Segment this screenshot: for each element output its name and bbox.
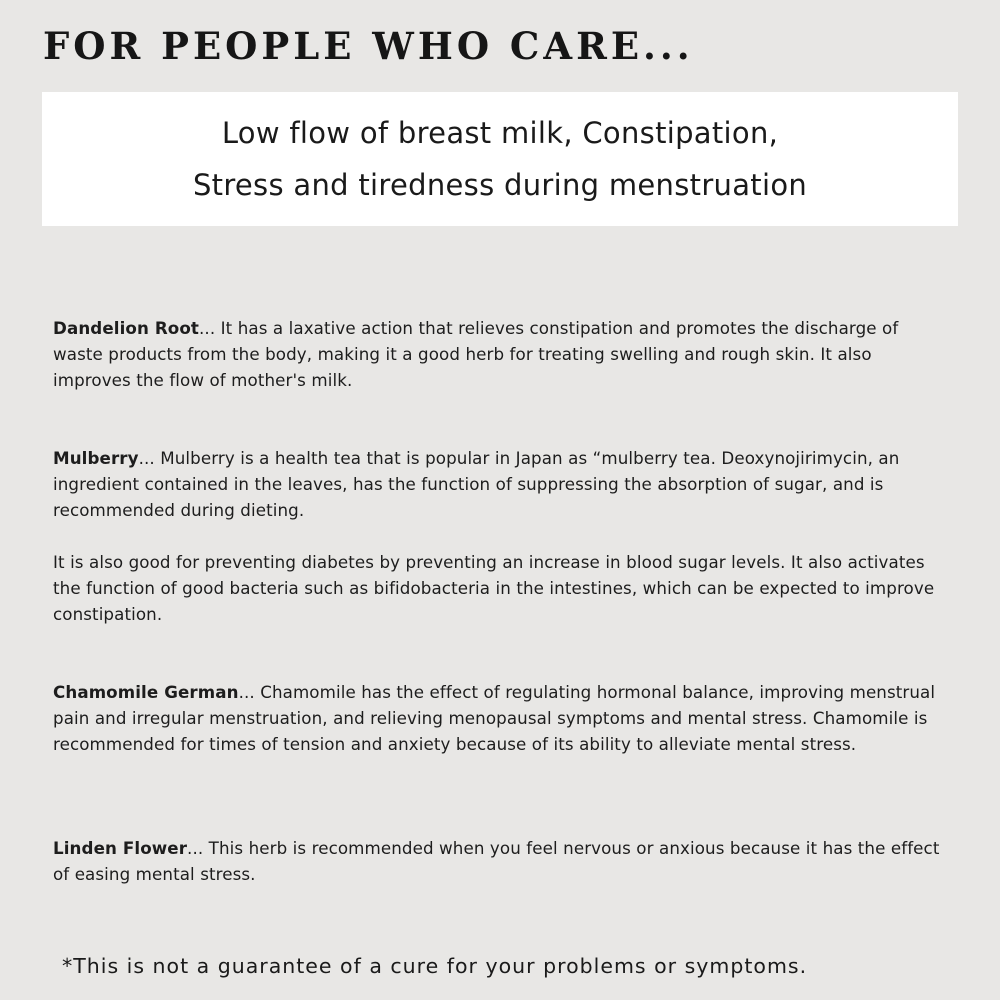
herb-name: Linden Flower [53, 838, 188, 858]
herb-description: ... This herb is recommended when you feel nervous or anxious because it has the effect of easing mental stress. [53, 838, 940, 884]
herb-dandelion-root [53, 315, 953, 393]
herb-name: Dandelion Root [53, 318, 200, 338]
herb-description: ... It has a laxative action that relieves constipation and promotes the discharge of waste products from the body, making it a good herb for treating swelling and rough skin. It also improves the flow of mother's milk. [53, 318, 899, 390]
herb-linden-flower [53, 835, 953, 887]
herb-name: Mulberry [53, 448, 139, 468]
herb-mulberry-continued: It is also good for preventing diabetes by preventing an increase in blood sugar levels. It also activates the function of good bacteria such as bifidobacteria in the intestines, which can be expected to improve constipation. [53, 552, 935, 624]
herb-description: ... Chamomile has the effect of regulating hormonal balance, improving menstrual pain and irregular menstruation, and relieving menopausal symptoms and mental stress. Chamomile is recommended for times of tension and anxiety because of its ability to alleviate mental stress. [53, 682, 936, 754]
herb-chamomile-german [53, 679, 953, 757]
page-title: FOR PEOPLE WHO CARE... [43, 24, 694, 68]
herb-mulberry [53, 445, 953, 523]
conditions-line-2: Stress and tiredness during menstruation [192, 168, 808, 202]
conditions-line-1: Low flow of breast milk, Constipation, [221, 116, 779, 150]
disclaimer: *This is not a guarantee of a cure for your problems or symptoms. [62, 954, 808, 978]
herb-description: ... Mulberry is a health tea that is popular in Japan as “mulberry tea. Deoxynojirimycin, an ingredient contained in the leaves, has the function of suppressing the absorption of sugar, and is recommended during dieting. [53, 448, 900, 520]
conditions-box [42, 92, 958, 226]
herb-name: Chamomile German [53, 682, 239, 702]
